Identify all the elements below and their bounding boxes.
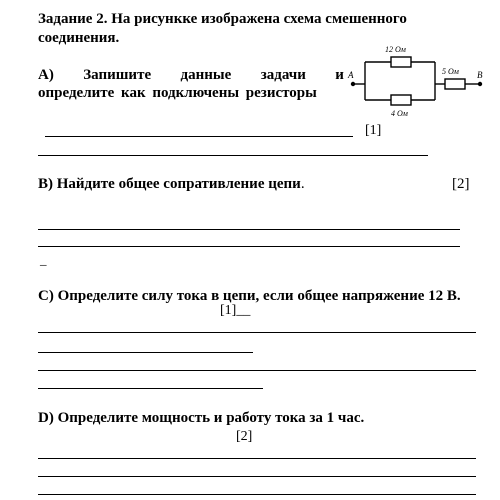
resistor-5-ohm-label: 5 Ом (442, 67, 459, 76)
answer-line[interactable] (38, 476, 476, 477)
task-title-line2: соединения. (38, 30, 120, 46)
node-b-label: B (477, 70, 483, 80)
part-c-points: [1]__ (220, 303, 251, 318)
part-a-points: [1] (365, 123, 382, 138)
resistor-4-ohm-label: 4 Ом (391, 109, 408, 118)
part-b-question (38, 177, 305, 192)
part-d-question: D) Определите мощность и работу тока за 1 час. (38, 410, 365, 426)
answer-line[interactable] (38, 388, 263, 389)
part-b-dash: _ (40, 252, 47, 267)
part-a-line2: определите как подключены резисторы (38, 85, 317, 101)
resistor-5-ohm (445, 79, 465, 89)
answer-line[interactable] (38, 155, 428, 156)
answer-line[interactable] (38, 229, 460, 230)
answer-line[interactable] (38, 494, 476, 495)
resistor-12-ohm-label: 12 Ом (385, 45, 406, 54)
part-a-line1 (38, 67, 344, 84)
node-b-terminal (478, 82, 482, 86)
task-title-line1: Задание 2. На рисункке изображена схема смешенного (38, 11, 407, 27)
answer-line[interactable] (38, 370, 476, 371)
part-c-question: C) Определите силу тока в цепи, если общее напряжение 12 В. (38, 288, 461, 304)
part-b-text: B) Найдите общее сопративление цепи (38, 176, 301, 192)
answer-line[interactable] (38, 352, 253, 353)
part-b-points: [2] (452, 176, 470, 192)
part-b-dot: . (300, 176, 305, 192)
part-a-word: данные (180, 67, 232, 83)
answer-line[interactable] (45, 136, 353, 137)
answer-line[interactable] (38, 332, 476, 333)
answer-line[interactable] (38, 246, 460, 247)
resistor-4-ohm (391, 95, 411, 105)
part-a-word: задачи (260, 67, 306, 83)
part-a-word: Запишите (83, 67, 152, 83)
answer-line[interactable] (38, 458, 476, 459)
part-a-word: А) (38, 67, 54, 83)
part-a-word: и (335, 67, 344, 83)
circuit-diagram (345, 42, 490, 120)
node-a-label: A (348, 70, 354, 80)
part-d-points: [2] (236, 429, 253, 444)
resistor-12-ohm (391, 57, 411, 67)
